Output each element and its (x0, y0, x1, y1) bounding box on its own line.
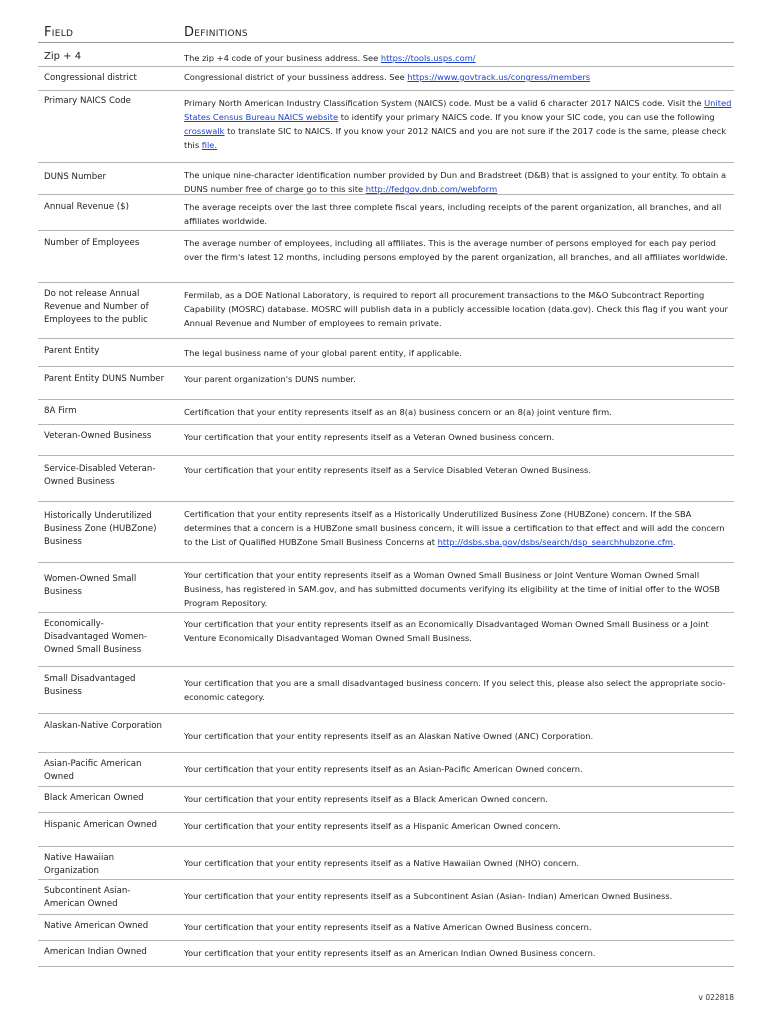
table-row (38, 91, 734, 163)
field-definition (184, 200, 732, 228)
table-row (38, 367, 734, 400)
field-definition (184, 405, 732, 419)
field-definition (184, 946, 732, 960)
definition-text: The zip +4 code of your business address. See (184, 53, 381, 63)
field-definition (184, 889, 732, 903)
definition-text: Your certification that your entity represents itself as a Hispanic American Owned concern. (184, 821, 561, 831)
field-definition (184, 819, 732, 833)
field-name: Congressional district (44, 73, 137, 83)
field-definition (184, 236, 732, 264)
definition-text: The average number of employees, including all affiliates. This is the average number of persons employed for each pay period over the firm's latest 12 months, including persons employed by the parent organization, all branches, and all affiliates worldwide. (184, 238, 728, 262)
field-definition (184, 372, 732, 386)
table-row (38, 502, 734, 563)
definition-text: Your parent organization's DUNS number. (184, 374, 356, 384)
definition-link[interactable]: http://fedgov.dnb.com/webform (365, 184, 498, 194)
definitions-column-header: Definitions (184, 25, 248, 40)
field-definition (184, 920, 732, 934)
definition-text: Your certification that you are a small disadvantaged business concern. If you select this, please also select the appropriate socio-economic category. (184, 678, 726, 702)
definition-text: Your certification that your entity represents itself as a Black American Owned concern. (184, 794, 548, 804)
table-row (38, 195, 734, 231)
definition-text: Your certification that your entity represents itself as an Alaskan Native Owned (ANC) Corporation. (184, 731, 594, 741)
definition-text: Congressional district of your bussiness address. See (184, 72, 408, 82)
field-name: Veteran-Owned Business (44, 431, 152, 441)
definition-link[interactable]: United States Census Bureau NAICS website (184, 98, 732, 122)
definition-text: Certification that your entity represents itself as an 8(a) business concern or an 8(a) joint venture firm. (184, 407, 612, 417)
definition-text: Your certification that your entity represents itself as an Asian-Pacific American Owned concern. (184, 764, 583, 774)
field-name: Annual Revenue ($) (44, 202, 129, 212)
field-definition (184, 168, 732, 196)
version-label: v 022818 (698, 993, 734, 1002)
definition-text: to identify your primary NAICS code. If you know your SIC code, you can use the following (338, 112, 715, 122)
field-definition (184, 288, 732, 330)
field-name: Native American Owned (44, 921, 149, 931)
definitions-table (38, 48, 734, 967)
definition-text: Your certification that your entity represents itself as a Service Disabled Veteran Owned Business. (184, 465, 592, 475)
field-name: Hispanic American Owned (44, 820, 157, 830)
field-definition (184, 430, 732, 444)
definition-text: Primary North American Industry Classification System (NAICS) code. Must be a valid 6 character 2017 NAICS code. Visit the (184, 98, 705, 108)
table-row (38, 339, 734, 367)
field-name: DUNS Number (44, 172, 107, 182)
field-name: Historically Underutilized Business Zone (HUBZone) Business (44, 511, 157, 547)
definition-text: Your certification that your entity represents itself as an American Indian Owned Business concern. (184, 948, 596, 958)
table-row (38, 456, 734, 502)
definition-text: . (672, 537, 676, 547)
definition-text: Your certification that your entity represents itself as a Veteran Owned business concern. (184, 432, 555, 442)
field-definition (184, 463, 732, 477)
table-row (38, 400, 734, 425)
definition-link[interactable]: file. (201, 140, 218, 150)
field-definition (184, 856, 732, 870)
field-name: Asian-Pacific American Owned (44, 759, 142, 782)
field-name: Alaskan-Native Corporation (44, 721, 162, 731)
definition-link[interactable]: crosswalk (184, 126, 225, 136)
field-definition (184, 676, 732, 704)
field-definition (184, 792, 732, 806)
table-row (38, 787, 734, 813)
definition-text: to translate SIC to NAICS. If you know your 2012 NAICS and you are not sure if the 2017 code is the same, please check this (184, 126, 727, 150)
definition-text: Your certification that your entity represents itself as a Subcontinent Asian (Asian- Indian) American Owned Business. (184, 891, 673, 901)
field-definition (184, 96, 732, 152)
field-definition (184, 70, 732, 84)
table-row (38, 667, 734, 714)
field-column-header: Field (44, 25, 74, 40)
table-row (38, 425, 734, 456)
field-name: Economically-Disadvantaged Women-Owned Small Business (44, 619, 148, 655)
field-name: Primary NAICS Code (44, 96, 131, 106)
field-definition (184, 346, 732, 360)
field-definition (184, 762, 732, 776)
field-name: Parent Entity (44, 346, 100, 356)
definition-text: Your certification that your entity represents itself as an Economically Disadvantaged Woman Owned Small Business or a Joint Venture Economically Disadvantaged Woman Owned Small Business. (184, 619, 709, 643)
field-name: Service-Disabled Veteran-Owned Business (44, 464, 156, 487)
definition-text: Certification that your entity represents itself as a Historically Underutilized Business Zone (HUBZone) concern. If the SBA determines that a concern is a HUBZone small business concern, it will issue a certification to that effect and will add the concern to the List of Qualified HUBZone Small Business Concerns at (184, 509, 725, 547)
definition-link[interactable]: https://tools.usps.com/ (380, 53, 476, 63)
definition-text: The legal business name of your global parent entity, if applicable. (184, 348, 462, 358)
definition-text: Fermilab, as a DOE National Laboratory, is required to report all procurement transactions to the M&O Subcontract Reporting Capability (MOSRC) database. MOSRC will publish data in a publicly accessible location (data.gov). Check this flag if you want your Annual Revenue and Number of employees to remain private. (184, 290, 728, 328)
definition-text: Your certification that your entity represents itself as a Native American Owned Business concern. (184, 922, 592, 932)
table-row (38, 847, 734, 880)
table-row (38, 915, 734, 941)
table-row (38, 880, 734, 915)
field-name: Number of Employees (44, 238, 140, 248)
field-name: Native Hawaiian Organization (44, 853, 115, 876)
field-name: Parent Entity DUNS Number (44, 374, 165, 384)
table-row (38, 941, 734, 967)
field-name: Women-Owned Small Business (44, 574, 137, 597)
table-row (38, 231, 734, 283)
definition-text: The unique nine-character identification number provided by Dun and Bradstreet (D&B) that is assigned to your entity. To obtain a DUNS number free of charge go to this site (184, 170, 727, 194)
definition-link[interactable]: https://www.govtrack.us/congress/members (407, 72, 591, 82)
field-name: Do not release Annual Revenue and Number of Employees to the public (44, 289, 149, 325)
table-row (38, 48, 734, 67)
table-row (38, 753, 734, 787)
table-row (38, 163, 734, 195)
field-name: Small Disadvantaged Business (44, 674, 136, 697)
field-name: Zip + 4 (44, 51, 82, 62)
table-row (38, 813, 734, 847)
table-row (38, 67, 734, 91)
field-name: 8A Firm (44, 406, 77, 416)
table-row (38, 283, 734, 339)
table-row (38, 563, 734, 613)
field-name: American Indian Owned (44, 947, 147, 957)
field-name: Black American Owned (44, 793, 144, 803)
field-definition (184, 507, 732, 549)
definition-text: Your certification that your entity represents itself as a Native Hawaiian Owned (NHO) concern. (184, 858, 580, 868)
field-definition (184, 568, 732, 610)
field-name: Subcontinent Asian-American Owned (44, 886, 131, 909)
table-header (38, 20, 734, 43)
field-definition (184, 51, 732, 65)
definition-text: Your certification that your entity represents itself as a Woman Owned Small Business or Joint Venture Woman Owned Small Business, has registered in SAM.gov, and has submitted documents verifying its eligibility at the time of initial offer to the WOSB Program Repository. (184, 570, 720, 608)
definition-link[interactable]: http://dsbs.sba.gov/dsbs/search/dsp_searchhubzone.cfm (437, 537, 673, 547)
field-definition (184, 617, 732, 645)
table-row (38, 613, 734, 667)
definition-text: The average receipts over the last three complete fiscal years, including receipts of the parent organization, all branches, and all affiliates worldwide. (184, 202, 722, 226)
table-row (38, 714, 734, 753)
field-definition (184, 729, 732, 743)
